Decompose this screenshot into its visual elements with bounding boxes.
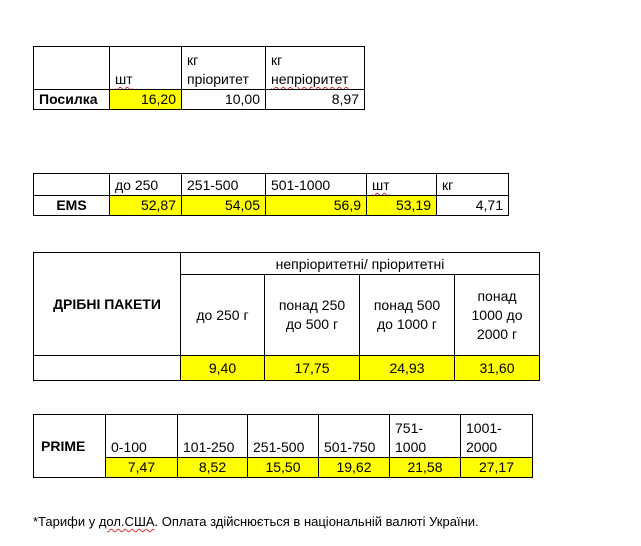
posylka-row-label: Посилка bbox=[34, 90, 110, 110]
ems-header-501-1000: 501-1000 bbox=[266, 174, 367, 196]
small-packets-header-250-500: понад 250 до 500 г bbox=[265, 275, 360, 356]
posylka-corner-cell bbox=[34, 47, 110, 90]
footnote-currency: дол.США bbox=[98, 514, 155, 529]
prime-header-251-500: 251-500 bbox=[248, 415, 319, 458]
ems-header-kg: кг bbox=[437, 174, 509, 196]
small-packets-header-1000-2000: понад 1000 до 2000 г bbox=[455, 275, 540, 356]
prime-header-101-250: 101-250 bbox=[178, 415, 248, 458]
posylka-value-pcs: 16,20 bbox=[110, 90, 182, 110]
prime-value-251-500: 15,50 bbox=[248, 458, 319, 478]
small-packets-value-upto-250: 9,40 bbox=[181, 356, 265, 381]
ems-header-pcs: шт bbox=[367, 174, 437, 196]
prime-value-0-100: 7,47 bbox=[106, 458, 178, 478]
prime-header-501-750: 501-750 bbox=[319, 415, 390, 458]
prime-header-0-100: 0-100 bbox=[106, 415, 178, 458]
posylka-header-kg-nonpriority: кг непріоритет bbox=[266, 47, 365, 90]
footnote-text-start: *Тарифи у bbox=[33, 514, 99, 529]
small-packets-row-label: ДРІБНІ ПАКЕТИ bbox=[34, 253, 181, 356]
ems-table bbox=[33, 173, 509, 216]
ems-value-upto-250: 52,87 bbox=[110, 196, 182, 216]
prime-table bbox=[33, 414, 533, 478]
prime-header-1001-2000: 1001- 2000 bbox=[461, 415, 533, 458]
ems-corner-cell bbox=[34, 174, 110, 196]
small-packets-table bbox=[33, 252, 540, 381]
prime-value-501-750: 19,62 bbox=[319, 458, 390, 478]
posylka-header-pcs: шт bbox=[110, 47, 182, 90]
prime-value-1001-2000: 27,17 bbox=[461, 458, 533, 478]
prime-row-label: PRIME bbox=[34, 415, 106, 478]
posylka-value-kg-priority: 10,00 bbox=[182, 90, 266, 110]
ems-header-upto-250: до 250 bbox=[110, 174, 182, 196]
ems-value-251-500: 54,05 bbox=[182, 196, 266, 216]
small-packets-header-500-1000: понад 500 до 1000 г bbox=[360, 275, 455, 356]
prime-value-751-1000: 21,58 bbox=[390, 458, 461, 478]
ems-value-501-1000: 56,9 bbox=[266, 196, 367, 216]
small-packets-header-upto-250: до 250 г bbox=[181, 275, 265, 356]
small-packets-value-500-1000: 24,93 bbox=[360, 356, 455, 381]
prime-value-101-250: 8,52 bbox=[178, 458, 248, 478]
small-packets-value-250-500: 17,75 bbox=[265, 356, 360, 381]
small-packets-empty-cell bbox=[34, 356, 181, 381]
ems-row-label: EMS bbox=[34, 196, 110, 216]
ems-value-pcs: 53,19 bbox=[367, 196, 437, 216]
ems-value-kg: 4,71 bbox=[437, 196, 509, 216]
ems-header-251-500: 251-500 bbox=[182, 174, 266, 196]
small-packets-group-header: непріоритетні/ пріоритетні bbox=[181, 253, 540, 275]
tariff-footnote bbox=[33, 514, 479, 529]
posylka-header-kg-priority: кг пріоритет bbox=[182, 47, 266, 90]
posylka-table bbox=[33, 46, 365, 110]
small-packets-value-1000-2000: 31,60 bbox=[455, 356, 540, 381]
prime-header-751-1000: 751- 1000 bbox=[390, 415, 461, 458]
footnote-text-end: . Оплата здійснюється в національній валюті України. bbox=[154, 514, 479, 529]
posylka-value-kg-nonpriority: 8,97 bbox=[266, 90, 365, 110]
